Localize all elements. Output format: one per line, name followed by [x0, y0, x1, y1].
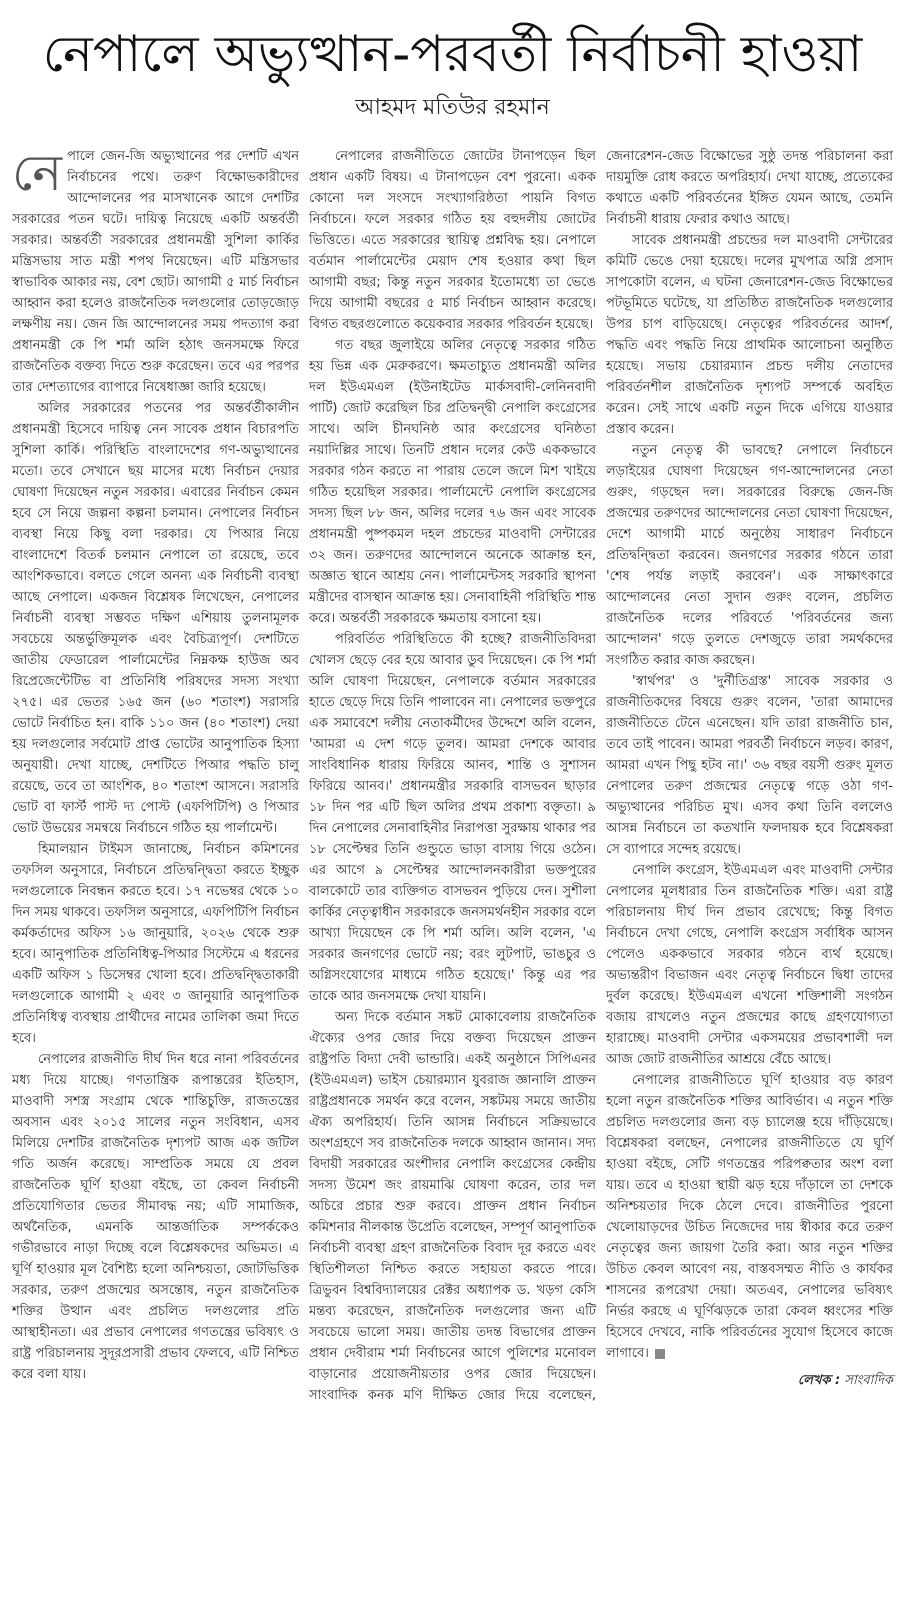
article-paragraph: হিমালয়ান টাইমস জানাচ্ছে, নির্বাচন কমিশনের তফসিল অনুসারে, নির্বাচনে প্রতিদ্বন্দ্বিতা করতে ইচ্ছুক দলগুলোকে নিবন্ধন করতে হবে। ১৭ নভেম্বর থেকে ১০ দিন সময় থাকবে। তফসিল অনুসারে, এফপিটিপি নির্বাচন কর্মকর্তাদের অফিস ১৬ জানুয়ারি, ২০২৬ থেকে শুরু হবে। আনুপাতিক প্রতিনিধিত্ব-পিআর সিস্টেমে এ ধরনের একটি অফিস ১ ডিসেম্বর খোলা হবে। প্রতিদ্বন্দ্বিতাকারী দলগুলোকে আগামী ২ এবং ৩ জানুয়ারি আনুপাতিক প্রতিনিধিত্ব ব্যবস্থায় প্রার্থীদের নামের তালিকা জমা দিতে হবে।	[12, 842, 299, 1046]
article-paragraph: নেপালের রাজনীতি দীর্ঘ দিন ধরে নানা পরিবর্তনের মধ্য দিয়ে যাচ্ছে। গণতান্ত্রিক রূপান্তরের ইতিহাস, মাওবাদী সশস্ত্র সংগ্রাম থেকে শান্তিচুক্তি, রাজতন্ত্রের অবসান এবং ২০১৫ সালের নতুন সংবিধান, এসব মিলিয়ে দেশটির রাজনৈতিক দৃশ্যপট আজ এক জটিল গতি অর্জন করেছে। সাম্প্রতিক সময়ে যে প্রবল রাজনৈতিক ঘূর্ণি হাওয়া বইছে, তা কেবল নির্বাচনী প্রতিযোগিতার ভেতর সীমাবদ্ধ নয়; এটি সামাজিক, অর্থনৈতিক, এমনকি আন্তর্জাতিক সম্পর্ককেও গভীরভাবে নাড়া দিচ্ছে বলে বিশ্লেষকদের অভিমত। এ ঘূর্ণি হাওয়ার মূল বৈশিষ্ট্য হলো অনিশ্চয়তা, জোটভিত্তিক সরকার, তরুণ প্রজন্মের অসন্তোষ, নতুন রাজনৈতিক শক্তির উত্থান এবং প্রচলিত দলগুলোর প্রতি আস্থাহীনতা। এর প্রভাব নেপালের গণতন্ত্রের ভবিষ্যৎ ও রাষ্ট্র পরিচালনায় সুদূরপ্রসারী প্রভাব ফেলবে, এটি নিশ্চিত করে বলা যায়।	[12, 1052, 299, 1382]
article-paragraph: অলির সরকারের পতনের পর অন্তর্বর্তীকালীন প্রধানমন্ত্রী হিসেবে দায়িত্ব নেন সাবেক প্রধান বিচারপতি সুশিলা কার্কি। পরিস্থিতি বাংলাদেশের গণ-অভ্যুত্থানের মতো। তবে সেখানে ছয় মাসের মধ্যে নির্বাচন দেয়ার ঘোষণা দিয়েছেন নতুন সরকার। এবারের নির্বাচন কেমন হবে সে নিয়ে জল্পনা কল্পনা চলমান। নেপালের নির্বাচন ব্যবস্থা নিয়ে কিছু বলা দরকার। যে পিআর নিয়ে বাংলাদেশে বিতর্ক চলমান নেপালে তা রয়েছে, তবে আংশিকভাবে। বলতে গেলে অনন্য এক নির্বাচনী ব্যবস্থা আছে নেপালে। একজন বিশ্লেষক লিখেছেন, নেপালের নির্বাচনী ব্যবস্থা সম্ভবত দক্ষিণ এশিয়ায় তুলনামূলক সবচেয়ে অন্তর্ভুক্তিমূলক এবং বৈচিত্র্যপূর্ণ। দেশটিতে জাতীয় ফেডারেল পার্লামেন্টের নিম্নকক্ষ হাউজ অব রিপ্রেজেন্টেটিভ বা প্রতিনিধি পরিষদের সদস্য সংখ্যা ২৭৫। এর ভেতর ১৬৫ জন (৬০ শতাংশ) সরাসরি ভোটে নির্বাচিত হন। বাকি ১১০ জন (৪০ শতাংশ) দেয়া হয় দলগুলোর সর্বমোট প্রাপ্ত ভোটের আনুপাতিক হিস্যা অনুযায়ী। দেখা যাচ্ছে, দেশটিতে পিআর পদ্ধতি চালু রয়েছে, তবে তা আংশিক, ৪০ শতাংশ আসনে। সরাসরি ভোট বা ফার্স্ট পাস্ট দ্য পোস্ট (এফপিটিপি) ও পিআর ভোট উভয়ের সমন্বয়ে নির্বাচনে গঠিত হয় পার্লামেন্ট।	[12, 401, 299, 836]
article-paragraph: নেপালের রাজনীতিতে জোটের টানাপড়েন ছিল প্রধান একটি বিষয়। এ টানাপড়েন বেশ পুরনো। একক কোনো দল সংসদে সংখ্যাগরিষ্ঠতা পায়নি বিগত নির্বাচনে। ফলে সরকার গঠিত হয় বহুদলীয় জোটের ভিত্তিতে। এতে সরকারের স্থায়িত্ব প্রশ্নবিদ্ধ হয়। নেপালে বর্তমান পার্লামেন্টের মেয়াদ শেষ হওয়ার কথা ছিল আগামী বছর; কিন্তু নতুন সরকার ইতোমধ্যে তা ভেঙে দিয়ে আগামী বছরের ৫ মার্চ নির্বাচন আহ্বান করেছে। বিগত বছরগুলোতে কয়েকবার সরকার পরিবর্তন হয়েছে।	[309, 149, 596, 332]
drop-cap: নে	[12, 144, 63, 202]
article-paragraph: নেপালি কংগ্রেস, ইউএমএল এবং মাওবাদী সেন্টার নেপালের মূলধারার তিন রাজনৈতিক শক্তি। এরা রাষ্ট্র পরিচালনায় দীর্ঘ দিন প্রভাব রেখেছে; কিন্তু বিগত নির্বাচনে দেখা গেছে, নেপালি কংগ্রেস সর্বাধিক আসন পেলেও এককভাবে সরকার গঠনে ব্যর্থ হয়েছে। অভ্যন্তরীণ বিভাজন এবং নেতৃত্ব নির্বাচনে দ্বিধা তাদের দুর্বল করেছে। ইউএমএল এখনো শক্তিশালী সংগঠন বজায় রাখলেও নতুন প্রজন্মের কাছে গ্রহণযোগ্যতা হারাচ্ছে। মাওবাদী সেন্টার একসময়ের প্রভাবশালী দল আজ জোট রাজনীতির আশ্রয়ে বেঁচে আছে।	[606, 863, 893, 1067]
byline-value: সাংবাদিক	[844, 1373, 893, 1388]
byline	[606, 1370, 893, 1391]
last-paragraph-text: নেপালের রাজনীতিতে ঘূর্ণি হাওয়ার বড় কারণ হলো নতুন রাজনৈতিক শক্তির আবির্ভাব। এ নতুন শক্তি প্রচলিত দলগুলোর জন্য বড় চ্যালেঞ্জ হয়ে দাঁড়িয়েছে। বিশ্লেষকরা বলছেন, নেপালের রাজনীতিতে যে ঘূর্ণি হাওয়া বইছে, সেটি গণতন্ত্রের পরিপক্বতার অংশ বলা যায়। তবে এ হাওয়া স্থায়ী ঝড় হয়ে দাঁড়ালে তা দেশকে অনিশ্চয়তার দিকে ঠেলে দেবে। রাজনীতির পুরনো খেলোয়াড়দের উচিত নিজেদের দায় স্বীকার করে তরুণ নেতৃত্বের জন্য জায়গা তৈরি করা। আর নতুন শক্তির উচিত কেবল আবেগ নয়, বাস্তবসম্মত নীতি ও কার্যকর শাসনের রূপরেখা দেয়া। অতএব, নেপালের ভবিষ্যৎ নির্ভর করছে এ ঘূর্ণিঝড়কে তারা কেবল ধ্বংসের শক্তি হিসেবে দেখবে, নাকি পরিবর্তনের সুযোগ হিসেবে কাজে লাগাবে।	[606, 1073, 893, 1361]
first-paragraph-text: পালে জেন-জি অভ্যুত্থানের পর দেশটি এখন নির্বাচনের পথে। তরুণ বিক্ষোভকারীদের আন্দোলনের পর মাসখানেক আগে দেশটির সরকারের পতন ঘটে। দায়িত্ব নিয়েছে একটি অন্তর্বর্তী সরকার। অন্তর্বর্তী সরকারের প্রধানমন্ত্রী সুশিলা কার্কির মন্ত্রিসভায় সাত মন্ত্রী শপথ নিয়েছেন। এটি মন্ত্রিসভার স্বাভাবিক আকার নয়, বেশ ছোট। আগামী ৫ মার্চ নির্বাচন আহ্বান করা হলেও রাজনৈতিক দলগুলোর তোড়জোড় লক্ষণীয় নয়। জেন জি আন্দোলনের সময় পদত্যাগ করা প্রধানমন্ত্রী কে পি শর্মা অলি হঠাৎ জনসমক্ষে ফিরে রাজনৈতিক বক্তব্য দিতে শুরু করেছেন। তবে এর পরপর তার দেশত্যাগের ব্যাপারে নিষেধাজ্ঞা জারি হয়েছে।	[12, 149, 299, 395]
article-paragraph: সাবেক প্রধানমন্ত্রী প্রচন্ডের দল মাওবাদী সেন্টারের কমিটি ভেঙে দেয়া হয়েছে। দলের মুখপাত্র অগ্নি প্রসাদ সাপকোটা বলেন, এ ঘটনা জেনারেশন-জেড বিক্ষোভের পটভূমিতে ঘটেছে, যা প্রতিষ্ঠিত রাজনৈতিক দলগুলোর উপর চাপ বাড়িয়েছে। নেতৃত্বের পরিবর্তনের আদর্শ, পদ্ধতি এবং পদ্ধতি নিয়ে প্রাথমিক আলোচনা অনুষ্ঠিত হয়েছে। সভায় চেয়ারম্যান প্রচন্ড দলীয় নেতাদের পরিবর্তনশীল রাজনৈতিক দৃশ্যপট সম্পর্কে অবহিত করেন। সেই সাথে একটি নতুন দিকে এগিয়ে যাওয়ার প্রস্তাব করেন।	[606, 233, 893, 437]
article-paragraph: পরিবর্তিত পরিস্থিতিতে কী হচ্ছে? রাজনীতিবিদরা খোলস ছেড়ে বের হয়ে আবার ডুব দিয়েছেন। কে পি শর্মা অলি ঘোষণা দিয়েছেন, নেপালকে বর্তমান সরকারের হাতে ছেড়ে দিয়ে তিনি পালাবেন না। নেপালের ভক্তপুরে এক সমাবেশে দলীয় নেতাকর্মীদের উদ্দেশে অলি বলেন, 'আমরা এ দেশ গড়ে তুলব। আমরা দেশকে আবার সাংবিধানিক ধারায় ফিরিয়ে আনব, শান্তি ও সুশাসন ফিরিয়ে আনব।' প্রধানমন্ত্রীর সরকারি বাসভবন ছাড়ার ১৮ দিন পর এটি ছিল অলির প্রথম প্রকাশ্য বক্তৃতা। ৯ দিন নেপালের সেনাবাহিনীর নিরাপত্তা সুরক্ষায় থাকার পর ১৮ সেপ্টেম্বর তিনি গুন্ডুতে ভাড়া বাসায় গিয়ে ওঠেন। এর আগে ৯ সেপ্টেম্বর আন্দোলনকারীরা ভক্তপুরের বালকোটে তার ব্যক্তিগত বাসভবন পুড়িয়ে দেন। সুশীলা কার্কির নেতৃত্বাধীন সরকারকে জনসমর্থনহীন সরকার বলে আখ্যা দিয়েছেন কে পি শর্মা অলি। অলি বলেন, 'এ সরকার জনগণের ভোটে নয়; বরং লুটপাট, ভাঙচুর ও অগ্নিসংযোগের মাধ্যমে গঠিত হয়েছে।' কিন্তু এর পর তাকে আর জনসমক্ষে দেখা যায়নি।	[309, 632, 596, 1004]
square-end-mark-icon	[655, 1349, 665, 1359]
author-name: আহমদ মতিউর রহমান	[355, 95, 550, 120]
byline-label: লেখক :	[797, 1373, 841, 1388]
article-paragraph: গত বছর জুলাইয়ে অলির নেতৃত্বে সরকার গঠিত হয় ভিন্ন এক মেরুকরণে। ক্ষমতাচ্যুত প্রধানমন্ত্রী অলির দল ইউএমএল (ইউনাইটেড মার্কসবাদী-লেনিনবাদী পার্টি) জোট করেছিল চির প্রতিদ্বন্দ্বী নেপালি কংগ্রেসের সাথে। অলি চীনঘনিষ্ঠ আর কংগ্রেসের ঘনিষ্ঠতা নয়াদিল্লির সাথে। তিনটি প্রধান দলের কেউ এককভাবে সরকার গঠন করতে না পারায় তেলে জলে মিশ খাইয়ে গঠিত হয়েছিল সরকার। পার্লামেন্টে নেপালি কংগ্রেসের সদস্য ছিল ৮৮ জন, অলির দলের ৭৬ জন এবং সাবেক প্রধানমন্ত্রী পুষ্পকমল দহল প্রচন্ডের মাওবাদী সেন্টারের ৩২ জন। তরুণদের আন্দোলনে অনেকে আক্রান্ত হন, অজ্ঞাত স্থানে আশ্রয় নেন। পার্লামেন্টসহ সরকারি স্থাপনা মন্ত্রীদের বাসস্থান আক্রান্ত হয়। সেনাবাহিনী পরিস্থিতি শান্ত করে। অন্তর্বর্তী সরকারকে ক্ষমতায় বসানো হয়।	[309, 338, 596, 626]
article-paragraph	[12, 146, 299, 398]
headline: নেপালে অভ্যুত্থান-পরবর্তী নির্বাচনী হাওয়া	[42, 25, 863, 83]
article-paragraph: 'স্বার্থপর' ও 'দুর্নীতিগ্রস্ত' সাবেক সরকার ও রাজনীতিকদের বিষয়ে গুরুং বলেন, 'তারা আমাদের রাজনীতিতে টেনে এনেছেন। যদি তারা রাজনীতি চান, তবে তাই পাবেন। আমরা পরবর্তী নির্বাচনে লড়ব। কারণ, আমরা এখন পিছু হটব না।' ৩৬ বছর বয়সী গুরুং মূলত নেপালের তরুণ প্রজন্মের নেতৃত্বে গড়ে ওঠা গণ-অভ্যুত্থানের পরিচিত মুখ। এসব কথা তিনি বললেও আসন্ন নির্বাচনে তা কতখানি ফলদায়ক হবে বিশ্লেষকরা সে ব্যাপারে সন্দেহ রয়েছে।	[606, 674, 893, 857]
article-paragraph	[606, 1070, 893, 1364]
article-paragraph: নতুন নেতৃত্ব কী ভাবছে? নেপালে নির্বাচনে লড়াইয়ের ঘোষণা দিয়েছেন গণ-আন্দোলনের নেতা গুরুং, গড়ছেন দল। সরকারের বিরুদ্ধে জেন-জি প্রজন্মের তরুণদের আন্দোলনের নেতা ঘোষণা দিয়েছেন, দেশে আগামী মার্চে অনুষ্ঠেয় সাধারণ নির্বাচনে প্রতিদ্বন্দ্বিতা করবেন। জনগণের সরকার গঠনে তারা 'শেষ পর্যন্ত লড়াই করবেন'। এক সাক্ষাৎকারে আন্দোলনের নেতা সুদান গুরুং বলেন, প্রচলিত রাজনৈতিক দলের পরিবর্তে 'পরিবর্তনের জন্য আন্দোলন' গড়ে তুলতে দেশজুড়ে তারা সমর্থকদের সংগঠিত করার কাজ করছেন।	[606, 443, 893, 668]
article-body	[12, 146, 893, 1406]
article-paragraph: অন্য দিকে বর্তমান সঙ্কট মোকাবেলায় রাজনৈতিক ঐক্যের ওপর জোর দিয়ে বক্তব্য দিয়েছেন প্রাক্তন রাষ্ট্রপতি বিদ্যা দেবী ভান্ডারি। একই অনুষ্ঠানে সিপিএনর (ইউএমএল) ভাইস চেয়ারম্যান যুবরাজ জ্ঞানালি প্রাক্তন রাষ্ট্রপ্রধানকে সমর্থন করে বলেন, সঙ্কটময় সময়ে জাতীয় ঐক্য অপরিহার্য। তিনি আসন্ন নির্বাচনে সক্রিয়ভাবে অংশগ্রহণে সব রাজনৈতিক দলকে আহ্বান জানান। সদ্য বিদায়ী সরকারের অংশীদার নেপালি কংগ্রেসের কেন্দ্রীয় সদস্য উমেশ জং রায়মাঝি ঘোষণা করেন, তার দল অচিরে প্রচার শুরু করবে। প্রাক্তন প্রধান নির্বাচন কমিশনার নীলকান্ত উপ্রেতি বলেছেন, সম্পূর্ণ আনুপাতিক নির্বাচনী ব্যবস্থা গ্রহণ রাজনৈতিক বিবাদ দূর করতে এবং স্থিতিশীলতা নিশ্চিত করতে সহায়তা করতে পারে। ত্রিভুবন বিশ্ববিদ্যালয়ের রেক্টর অধ্যাপক ড. খড়গ কেসি মন্তব্য করেছেন, রাজনৈতিক দলগুলোর জন্য এটি সবচেয়ে ভালো সময়। জাতীয় তদন্ত বিভাগের প্রাক্তন প্রধান দেবীরাম শর্মা নির্বাচনের আগে পুলিশের মনোবল বাড়ানোর প্রয়োজনীয়তার ওপর জোর দিয়েছেন। সাংবাদিক কনক মণি দীক্ষিত জোর দিয়ে বলেছেন, জেনারেশন-জেড বিক্ষোভের সুষ্ঠু তদন্ত পরিচালনা করা দায়মুক্তি রোধ করতে অপরিহার্য। দেখা যাচ্ছে, প্রত্যেকের কথাতে একটি পরিবর্তনের ইঙ্গিত যেমন আছে, তেমনি নির্বাচনী ধারায় ফেরার কথাও আছে।	[309, 149, 893, 1403]
